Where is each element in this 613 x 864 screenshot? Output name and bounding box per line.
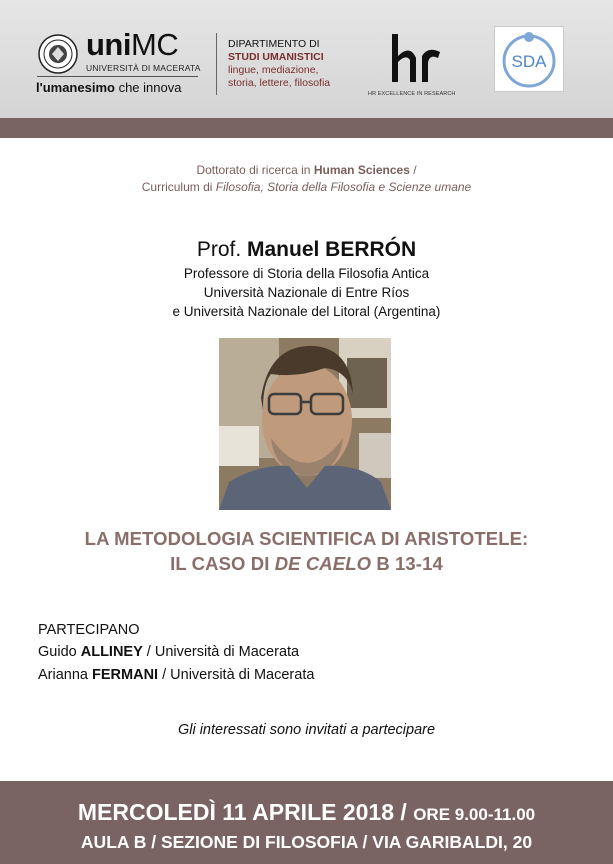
unimc-logo-word: uniMC [86,27,179,62]
department-block [228,38,330,90]
speaker-affiliation-1: Università Nazionale di Entre Ríos [203,285,410,300]
footer-band [0,781,613,864]
event-date: MERCOLEDÌ 11 APRILE 2018 / ORE 9.00-11.00 [77,799,536,825]
invitation-text: Gli interessati sono invitati a partecipare [177,722,436,738]
talk-title-line-2: IL CASO DI DE CAELO B 13-14 [170,553,443,574]
participant-row: Guido ALLINEY / Università di Macerata [38,644,300,660]
unimc-logo-subtitle: UNIVERSITÀ DI MACERATA [86,63,201,73]
hr-excellence-caption: HR EXCELLENCE IN RESEARCH [368,91,456,97]
participant-row: Arianna FERMANI / Università di Macerata [38,667,315,683]
participants-heading: PARTECIPANO [38,622,140,638]
speaker-photo [219,338,391,510]
speaker-name: Prof. Manuel BERRÓN [196,238,417,261]
program-line-1: Dottorato di ricerca in Human Sciences / [196,163,417,177]
speaker-role: Professore di Storia della Filosofia Antica [183,266,430,281]
dept-line-4: storia, lettere, filosofia [228,77,331,89]
program-line-2: Curriculum di Filosofia, Storia della Filosofia e Scienze umane [141,180,472,194]
header-separator [216,33,217,95]
event-time: ORE 9.00-11.00 [413,805,536,824]
dept-line-3: lingue, mediazione, [228,64,319,76]
speaker-affiliation-2: e Università Nazionale del Litoral (Argentina) [172,304,441,319]
dept-line-2: STUDI UMANISTICI [228,51,324,63]
tagline: l'umanesimo che innova [36,80,182,95]
sda-logo-text: SDA [511,52,547,71]
hr-excellence-logo-icon [382,26,454,92]
talk-title-line-1: LA METODOLOGIA SCIENTIFICA DI ARISTOTELE: [84,528,529,549]
header-bar [0,0,613,118]
university-seal-icon [38,34,78,74]
sda-logo-icon [495,27,563,91]
sda-logo [494,26,564,92]
header-band [0,118,613,138]
logo-divider [37,76,198,77]
dept-line-1: DIPARTIMENTO DI [228,38,320,50]
event-location: AULA B / SEZIONE DI FILOSOFIA / VIA GARIBALDI, 20 [80,832,533,852]
